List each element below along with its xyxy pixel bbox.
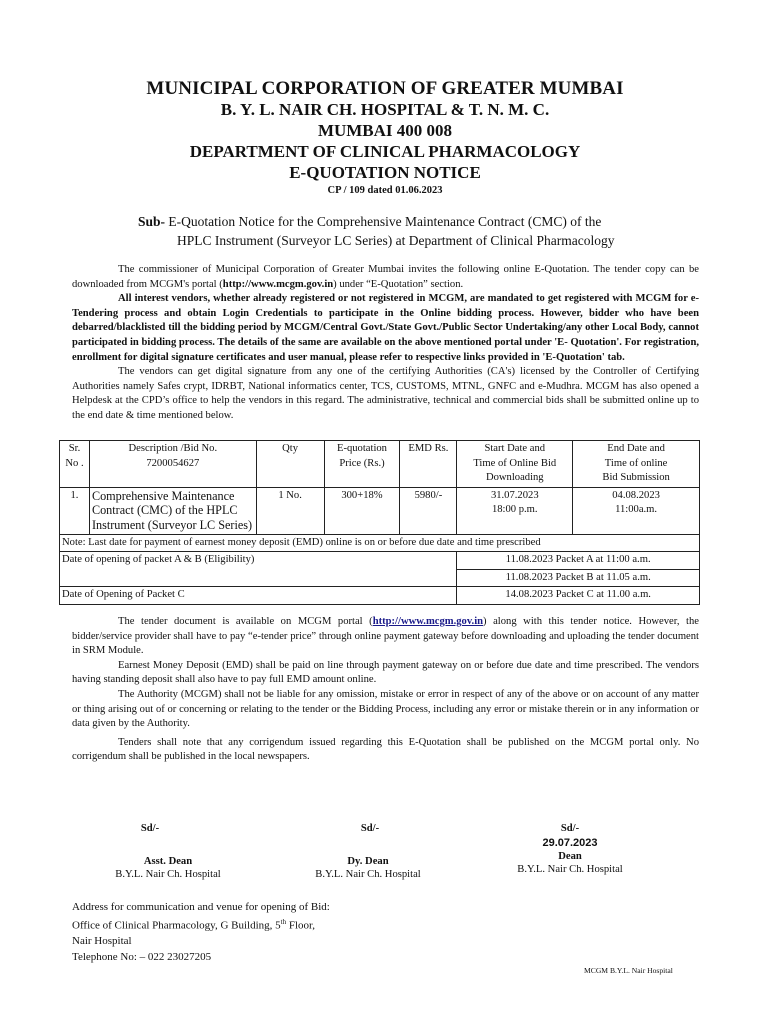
emd-note: Note: Last date for payment of earnest money deposit (EMD) online is on or before due date and time prescribed	[60, 534, 700, 552]
org-title: MUNICIPAL CORPORATION OF GREATER MUMBAI	[146, 78, 624, 99]
address-line-2-sup: th	[280, 918, 287, 927]
header-end-date	[573, 441, 700, 488]
header-start-date	[457, 441, 573, 488]
header-bid-number: 7200054627	[146, 457, 200, 469]
closing-paragraphs	[72, 615, 699, 765]
header-sr-no: Sr. No .	[60, 441, 90, 488]
signature-1-sd	[130, 823, 170, 834]
signature-1-block	[78, 856, 258, 880]
header-price	[324, 441, 400, 488]
subject-line-1: E-Quotation Notice for the Comprehensive Maintenance Contract (CMC) of the	[165, 214, 602, 229]
header-end-line-2: Time of online	[604, 457, 668, 469]
sig-3-org: B.Y.L. Nair Ch. Hospital	[517, 864, 623, 875]
address-heading: Address for communication and venue for opening of Bid:	[72, 901, 330, 913]
subject-block	[138, 212, 698, 250]
opening-a-value: 11.08.2023 Packet A at 11:00 a.m.	[457, 552, 700, 570]
header-description	[89, 441, 256, 488]
address-line-2-b: Floor,	[286, 920, 316, 933]
table-row	[60, 487, 700, 534]
header-price-line-1: E-quotation	[336, 443, 387, 454]
opening-c-label: Date of Opening of Packet C	[60, 587, 457, 605]
row-qty: 1 No.	[256, 487, 324, 534]
closing-paragraph-3	[72, 688, 699, 732]
header-start-line-2: Time of Online Bid	[473, 457, 557, 469]
header-description-label: Description /Bid No.	[128, 443, 218, 454]
row-sr-no: 1.	[60, 487, 90, 534]
page-footer: MCGM B.Y.L. Nair Hospital	[584, 966, 673, 975]
closing-p3-text: The Authority (MCGM) shall not be liable for any omission, mistake or error in respect of any of the above or on account of any matter or thing arising out of or concerning or relating to the tender or the Bidding Process, including any error or mistake therein or in any information or data given by the Authority.	[72, 688, 699, 730]
sig-1-org: B.Y.L. Nair Ch. Hospital	[115, 869, 221, 880]
row-start-time-value: 18:00 p.m.	[491, 504, 538, 516]
opening-b-value: 11.08.2023 Packet B at 11.05 a.m.	[457, 569, 700, 587]
row-start-date	[457, 487, 573, 534]
table-header-row	[60, 441, 700, 488]
header-emd: EMD Rs.	[400, 441, 457, 488]
signature-2-block	[278, 856, 458, 880]
row-end-time-value: 11:00a.m.	[615, 504, 658, 516]
row-description: Comprehensive Maintenance Contract (CMC) of the HPLC Instrument (Surveyor LC Series)	[89, 487, 256, 534]
closing-p1-text-a: The tender document is available on MCGM portal (	[118, 616, 373, 627]
opening-c-value: 14.08.2023 Packet C at 11.00 a.m.	[457, 587, 700, 605]
closing-p4-text: Tenders shall note that any corrigendum issued regarding this E-Quotation shall be published on the MCGM portal only. No corrigendum shall be published in the local newspapers.	[72, 736, 699, 763]
row-emd: 5980/-	[400, 487, 457, 534]
signature-2-sd	[350, 823, 390, 834]
header-start-line-3: Downloading	[485, 472, 544, 484]
subject-label: Sub-	[138, 214, 166, 229]
address-line-2	[72, 915, 330, 934]
row-price: 300+18%	[324, 487, 400, 534]
header-end-line-3: Bid Submission	[602, 472, 670, 484]
intro-p3-text: The vendors can get digital signature from any one of the certifying Authorities (CA's) licensed by the Controller of Certifying Authorities namely Safes crypt, IDRBT, National informatics center, TCS, CUSTOMS, MTNL, GNFC and e-Mudhra. MCGM has also opened a Helpdesk at the CPD’s office to help the vendors in this regard. The administrative, technical and commercial bids shall be submitted online up to the end date & time mentioned below.	[72, 366, 699, 421]
reference-number: CP / 109 dated 01.06.2023	[327, 185, 443, 196]
intro-p2-text: All interest vendors, whether already registered or not registered in MCGM, are mandated to get registered with MCGM for e-Tendering process and obtain Login Credentials to participate in the Online bidding process. However, bidder who have been debarred/blacklisted till the bidding period by MCGM/Central Govt./State Govt./Public Sector Undertaking/any other Local Body, cannot participated in bidding process. The details of the same are available on the above mentioned portal under 'E- Quotation'. For registration, enrollment for digital signature certificates and user manual, please refer to respective links provided in 'E-Quotation' tab.	[72, 293, 699, 363]
header-price-line-2: Price (Rs.)	[339, 457, 385, 469]
sig-3-date: 29.07.2023	[542, 837, 598, 849]
opening-ab-label	[60, 552, 457, 587]
sig-3-sd-text: Sd/-	[560, 823, 580, 834]
address-line-2-a: Office of Clinical Pharmacology, G Building, 5	[72, 920, 281, 933]
sig-2-sd-text: Sd/-	[360, 823, 380, 834]
opening-ab-label-text: Date of opening of packet A & B (Eligibility)	[62, 554, 255, 566]
intro-paragraphs	[72, 263, 699, 424]
opening-c-row	[60, 587, 700, 605]
sig-2-title: Dy. Dean	[347, 856, 389, 867]
closing-paragraph-4	[72, 736, 699, 765]
sig-3-title: Dean	[558, 851, 582, 862]
intro-paragraph-2	[72, 292, 699, 365]
city-title: MUMBAI 400 008	[317, 121, 453, 140]
subject-line-2: HPLC Instrument (Surveyor LC Series) at Department of Clinical Pharmacology	[177, 233, 615, 248]
closing-paragraph-1	[72, 615, 699, 659]
row-end-date	[573, 487, 700, 534]
portal-link[interactable]: http://www.mcgm.gov.in	[372, 616, 484, 627]
intro-paragraph-1	[72, 263, 699, 292]
sig-1-title: Asst. Dean	[143, 856, 193, 867]
notice-title: E-QUOTATION NOTICE	[289, 163, 481, 182]
row-end-date-value: 04.08.2023	[612, 489, 660, 501]
sig-2-org: B.Y.L. Nair Ch. Hospital	[315, 869, 421, 880]
department-title: DEPARTMENT OF CLINICAL PHARMACOLOGY	[189, 142, 581, 161]
hospital-title: B. Y. L. NAIR CH. HOSPITAL & T. N. M. C.	[220, 100, 550, 119]
header-end-line-1: End Date and	[607, 443, 665, 454]
signature-3-block	[480, 823, 660, 875]
tender-table	[59, 440, 700, 605]
address-telephone: Telephone No: – 022 23027205	[72, 950, 212, 963]
intro-p1-text-b: ) under “E-Quotation” section.	[333, 278, 464, 290]
opening-ab-row	[60, 552, 700, 570]
closing-paragraph-2	[72, 659, 699, 688]
portal-url[interactable]: http://www.mcgm.gov.in	[222, 278, 334, 290]
closing-p2-text: Earnest Money Deposit (EMD) shall be paid on line through payment gateway on or before due date and time prescribed. The vendors having standing deposit shall also have to pay full EMD amount online.	[72, 659, 699, 686]
row-start-date-value: 31.07.2023	[490, 489, 539, 501]
sig-1-sd-text: Sd/-	[140, 823, 160, 834]
address-line-3: Nair Hospital	[72, 935, 132, 948]
header-qty: Qty	[256, 441, 324, 488]
closing-p1-text-b: ) along with this tender notice. However, the bidder/service provider shall have to pay “e-tender price” through online payment gateway before downloading and uploading the tender document in SRM Module.	[72, 616, 699, 657]
intro-p1-text-a: The commissioner of Municipal Corporation of Greater Mumbai invites the following online E-Quotation. The tender copy can be downloaded from MCGM's portal (	[72, 264, 699, 290]
address-block	[72, 900, 330, 965]
intro-paragraph-3	[72, 365, 699, 423]
header-start-line-1: Start Date and	[484, 443, 546, 454]
table-note-row	[60, 534, 700, 552]
